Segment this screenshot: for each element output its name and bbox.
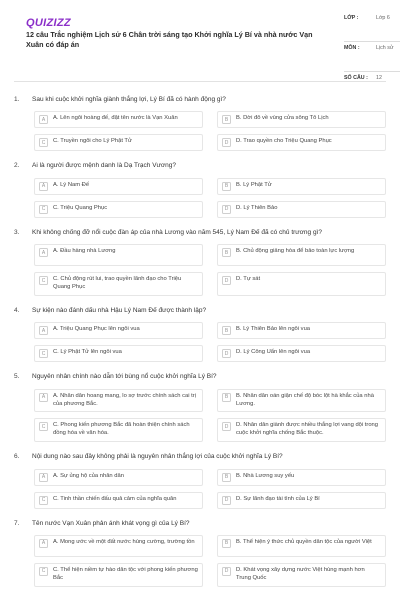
option-text: D. Tự sát [236,276,261,283]
option-letter-box: A [39,326,48,335]
option-text: B. Nhà Lương suy yếu [236,472,295,479]
option-text: B. Chủ động giảng hòa để bảo toàn lực lượng [236,248,355,255]
option-text: A. Triệu Quang Phục lên ngôi vua [53,326,140,333]
subject-label: MÔN : [344,45,360,51]
answer-options [14,178,386,218]
option-text: B. Nhân dân oán giận chế độ bóc lột hà khắc của nhà Lương. [236,392,374,407]
question-text: Ai là người được mệnh danh là Dạ Trạch Vương? [32,162,176,170]
answer-options [14,322,386,362]
answer-option-d[interactable] [217,134,386,151]
option-text: C. Thể hiện niềm tự hào dân tộc với phong kiến phương Bắc [53,566,198,581]
meta-box [344,12,400,90]
option-text: D. Lý Công Uẩn lên ngôi vua [236,349,311,356]
option-text: C. Chủ động rút lui, trao quyền lãnh đạo cho Triệu Quang Phục [53,276,182,291]
subject-value: Lịch sử [376,45,394,51]
option-letter-box: D [222,138,231,147]
question-block [14,373,386,442]
option-letter-box: B [222,393,231,402]
meta-subject-row [344,42,400,72]
question-block [14,229,386,296]
answer-option-d[interactable] [217,492,386,509]
option-text: A. Lý Nam Đế [53,181,90,188]
question-block [14,453,386,508]
answer-option-c[interactable] [34,563,203,587]
option-text: D. Sự lãnh đạo tài tình của Lý Bí [236,495,320,502]
count-value: 12 [376,75,382,81]
option-text: C. Triệu Quang Phục [53,204,108,211]
question-list [14,82,386,587]
answer-option-d[interactable] [217,345,386,362]
option-letter-box: C [39,276,48,285]
option-letter-box: D [222,422,231,431]
answer-option-c[interactable] [34,492,203,509]
question-number: 4. [14,306,20,314]
question-text: Nội dung nào sau đây không phải là nguyên nhân thắng lợi của cuộc khởi nghĩa Lý Bí? [32,453,283,461]
option-text: B. Thể hiện ý thức chủ quyền dân tộc của người Việt [236,538,372,545]
option-letter-box: A [39,115,48,124]
answer-option-b[interactable] [217,535,386,557]
answer-options [14,111,386,151]
answer-option-d[interactable] [217,563,386,587]
option-text: D. Khát vọng xây dựng nước Việt hùng mạnh hơn Trung Quốc [236,566,365,581]
answer-option-c[interactable] [34,418,203,442]
question-header [14,520,386,528]
option-letter-box: D [222,496,231,505]
option-text: A. Đầu hàng nhà Lương [53,248,116,255]
option-text: C. Truyền ngôi cho Lý Phật Tử [53,138,132,145]
option-letter-box: B [222,182,231,191]
quizizz-logo[interactable] [26,16,71,30]
option-letter-box: B [222,326,231,335]
option-letter-box: D [222,205,231,214]
question-text: Khi không chống đỡ nổi cuộc đàn áp của nhà Lương vào năm 545, Lý Nam Đế đã có chủ trương gì? [32,228,322,236]
question-header [14,96,386,104]
option-letter-box: D [222,276,231,285]
answer-options [14,535,386,587]
question-number: 1. [14,96,20,103]
question-header [14,307,386,315]
question-text: Sự kiện nào đánh dấu nhà Hậu Lý Nam Đế được thành lập? [32,306,207,314]
question-text: Sau khi cuộc khởi nghĩa giành thắng lợi, Lý Bí đã có hành động gì? [32,96,226,103]
answer-option-d[interactable] [217,201,386,218]
option-text: C. Phong kiến phương Bắc đã hoàn thiện chính sách đồng hóa về văn hóa. [53,422,190,437]
question-text: Nguyên nhân chính nào dẫn tới bùng nổ cuộc khởi nghĩa Lý Bí? [32,373,217,381]
option-letter-box: D [222,567,231,576]
option-letter-box: C [39,349,48,358]
option-letter-box: B [222,115,231,124]
answer-option-a[interactable] [34,111,203,128]
option-text: A. Sự ủng hộ của nhân dân [53,472,124,479]
answer-option-a[interactable] [34,178,203,195]
question-number: 7. [14,519,20,527]
option-text: A. Mong ước về một đất nước hùng cường, trường tồn [53,538,195,545]
answer-options [14,469,386,509]
logo-text: QUIZIZZ [26,17,71,29]
meta-count-row [344,72,400,90]
question-header [14,229,386,237]
question-header [14,453,386,461]
option-letter-box: C [39,422,48,431]
answer-option-d[interactable] [217,418,386,442]
option-text: A. Nhân dân hoang mang, lo sợ trước chính sách cai trị của phương Bắc. [53,392,196,407]
option-letter-box: B [222,248,231,257]
answer-option-b[interactable] [217,244,386,266]
option-text: B. Lý Phật Tử [236,181,272,188]
option-letter-box: C [39,496,48,505]
answer-option-c[interactable] [34,272,203,296]
option-letter-box: A [39,248,48,257]
option-text: A. Lên ngôi hoàng đế, đặt tên nước là Vạn Xuân [53,115,178,122]
option-letter-box: C [39,138,48,147]
option-letter-box: D [222,349,231,358]
option-letter-box: C [39,567,48,576]
meta-class-row [344,12,400,42]
option-letter-box: A [39,393,48,402]
option-text: C. Tinh thần chiến đấu quả cảm của nghĩa quân [53,495,177,502]
question-number: 5. [14,373,20,381]
question-header [14,373,386,381]
answer-option-c[interactable] [34,345,203,362]
count-label: SỐ CÂU : [344,75,368,81]
answer-option-a[interactable] [34,244,203,266]
class-label: LỚP : [344,15,359,21]
option-letter-box: C [39,205,48,214]
option-text: C. Lý Phật Tử lên ngôi vua [53,349,122,356]
answer-option-b[interactable] [217,111,386,128]
answer-options [14,244,386,296]
answer-option-a[interactable] [34,389,203,413]
question-text: Tên nước Vạn Xuân phản ánh khát vọng gì của Lý Bí? [32,519,190,527]
answer-option-b[interactable] [217,469,386,486]
question-block [14,520,386,587]
answer-option-b[interactable] [217,178,386,195]
answer-options [14,389,386,442]
class-value: Lớp 6 [376,15,390,21]
document-title: 12 câu Trắc nghiệm Lịch sử 6 Chân trời sáng tạo Khởi nghĩa Lý Bí và nhà nước Vạn Xuân có đáp án [26,30,313,50]
option-letter-box: A [39,473,48,482]
option-letter-box: B [222,539,231,548]
question-header [14,162,386,170]
question-number: 2. [14,162,20,170]
answer-option-a[interactable] [34,469,203,486]
answer-option-b[interactable] [217,389,386,413]
answer-option-d[interactable] [217,272,386,296]
answer-option-a[interactable] [34,535,203,557]
option-text: B. Lý Thiên Bảo lên ngôi vua [236,326,311,333]
option-text: D. Nhân dân giành được nhiều thắng lợi vang dội trong cuộc khởi nghĩa chống Bắc thuộc. [236,422,379,437]
answer-option-c[interactable] [34,134,203,151]
question-number: 6. [14,453,20,461]
answer-option-a[interactable] [34,322,203,339]
option-text: D. Lý Thiên Bảo [236,204,278,211]
answer-option-c[interactable] [34,201,203,218]
question-block [14,307,386,362]
option-letter-box: B [222,473,231,482]
question-block [14,162,386,217]
question-number: 3. [14,228,20,236]
worksheet-header [14,0,394,82]
answer-option-b[interactable] [217,322,386,339]
option-letter-box: A [39,539,48,548]
option-text: B. Dời đô về vùng cửa sông Tô Lịch [236,115,329,122]
option-text: D. Trao quyền cho Triệu Quang Phục [236,138,332,145]
question-block [14,96,386,151]
option-letter-box: A [39,182,48,191]
